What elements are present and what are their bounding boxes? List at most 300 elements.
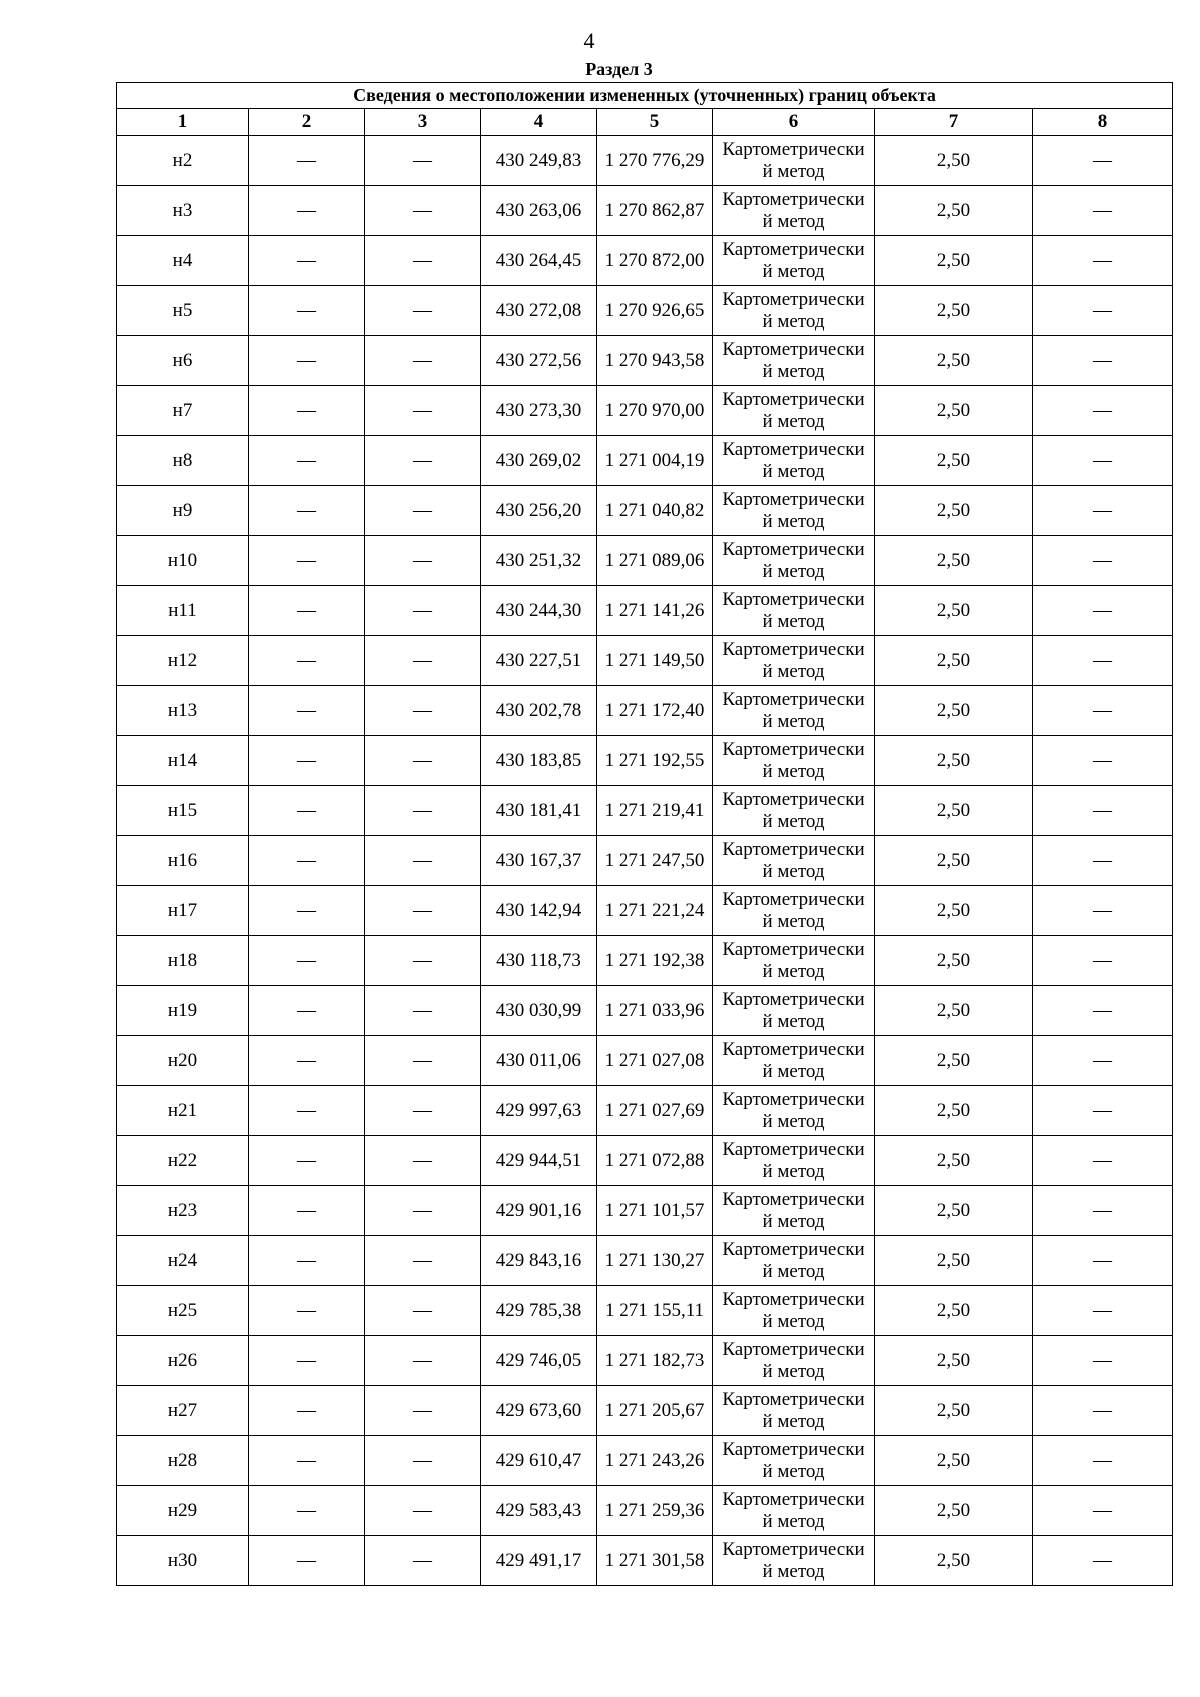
method-line-2: й метод bbox=[762, 1360, 825, 1382]
table-row bbox=[117, 1436, 1173, 1486]
y-coordinate-cell: 1 271 243,26 bbox=[597, 1436, 713, 1486]
x-coordinate-cell: 430 272,08 bbox=[481, 286, 597, 336]
method-line-2: й метод bbox=[762, 260, 825, 282]
point-name-cell: н22 bbox=[117, 1136, 249, 1186]
table-row bbox=[117, 536, 1173, 586]
table-row bbox=[117, 1136, 1173, 1186]
column-3-cell: — bbox=[365, 536, 481, 586]
column-2-cell: — bbox=[249, 936, 365, 986]
column-8-cell: — bbox=[1033, 636, 1173, 686]
table-body bbox=[117, 136, 1173, 1586]
accuracy-cell: 2,50 bbox=[875, 836, 1033, 886]
accuracy-cell: 2,50 bbox=[875, 286, 1033, 336]
table-row bbox=[117, 686, 1173, 736]
y-coordinate-cell: 1 271 089,06 bbox=[597, 536, 713, 586]
method-cell bbox=[713, 286, 875, 336]
x-coordinate-cell: 429 944,51 bbox=[481, 1136, 597, 1186]
column-8-cell: — bbox=[1033, 236, 1173, 286]
x-coordinate-cell: 430 167,37 bbox=[481, 836, 597, 886]
method-line-2: й метод bbox=[762, 1410, 825, 1432]
column-8-cell: — bbox=[1033, 186, 1173, 236]
method-line-1: Картометрически bbox=[722, 438, 865, 460]
method-line-2: й метод bbox=[762, 310, 825, 332]
column-2-cell: — bbox=[249, 1086, 365, 1136]
column-2-cell: — bbox=[249, 586, 365, 636]
method-line-1: Картометрически bbox=[722, 1388, 865, 1410]
method-line-1: Картометрически bbox=[722, 738, 865, 760]
method-cell bbox=[713, 386, 875, 436]
accuracy-cell: 2,50 bbox=[875, 236, 1033, 286]
x-coordinate-cell: 430 118,73 bbox=[481, 936, 597, 986]
accuracy-cell: 2,50 bbox=[875, 1486, 1033, 1536]
column-3-cell: — bbox=[365, 1036, 481, 1086]
column-2-cell: — bbox=[249, 136, 365, 186]
method-line-2: й метод bbox=[762, 1260, 825, 1282]
method-line-2: й метод bbox=[762, 1160, 825, 1182]
table-row bbox=[117, 636, 1173, 686]
x-coordinate-cell: 429 673,60 bbox=[481, 1386, 597, 1436]
column-3-cell: — bbox=[365, 1236, 481, 1286]
accuracy-cell: 2,50 bbox=[875, 186, 1033, 236]
y-coordinate-cell: 1 271 004,19 bbox=[597, 436, 713, 486]
column-8-cell: — bbox=[1033, 1086, 1173, 1136]
x-coordinate-cell: 430 269,02 bbox=[481, 436, 597, 486]
column-2-cell: — bbox=[249, 236, 365, 286]
method-line-1: Картометрически bbox=[722, 588, 865, 610]
column-8-cell: — bbox=[1033, 1236, 1173, 1286]
column-8-cell: — bbox=[1033, 836, 1173, 886]
table-row bbox=[117, 936, 1173, 986]
method-cell bbox=[713, 436, 875, 486]
method-line-1: Картометрически bbox=[722, 1088, 865, 1110]
x-coordinate-cell: 430 264,45 bbox=[481, 236, 597, 286]
method-line-1: Картометрически bbox=[722, 238, 865, 260]
point-name-cell: н23 bbox=[117, 1186, 249, 1236]
table-row bbox=[117, 986, 1173, 1036]
point-name-cell: н27 bbox=[117, 1386, 249, 1436]
column-8-cell: — bbox=[1033, 986, 1173, 1036]
accuracy-cell: 2,50 bbox=[875, 1386, 1033, 1436]
column-2-cell: — bbox=[249, 1236, 365, 1286]
column-8-cell: — bbox=[1033, 686, 1173, 736]
column-number: 4 bbox=[481, 109, 597, 136]
accuracy-cell: 2,50 bbox=[875, 586, 1033, 636]
column-2-cell: — bbox=[249, 436, 365, 486]
column-3-cell: — bbox=[365, 186, 481, 236]
accuracy-cell: 2,50 bbox=[875, 1536, 1033, 1586]
column-2-cell: — bbox=[249, 486, 365, 536]
column-3-cell: — bbox=[365, 786, 481, 836]
method-line-2: й метод bbox=[762, 910, 825, 932]
accuracy-cell: 2,50 bbox=[875, 1036, 1033, 1086]
method-line-2: й метод bbox=[762, 960, 825, 982]
accuracy-cell: 2,50 bbox=[875, 1336, 1033, 1386]
method-cell bbox=[713, 1336, 875, 1386]
method-cell bbox=[713, 486, 875, 536]
column-8-cell: — bbox=[1033, 1536, 1173, 1586]
method-cell bbox=[713, 1236, 875, 1286]
point-name-cell: н30 bbox=[117, 1536, 249, 1586]
point-name-cell: н10 bbox=[117, 536, 249, 586]
x-coordinate-cell: 430 202,78 bbox=[481, 686, 597, 736]
column-3-cell: — bbox=[365, 1436, 481, 1486]
x-coordinate-cell: 430 030,99 bbox=[481, 986, 597, 1036]
method-cell bbox=[713, 586, 875, 636]
column-3-cell: — bbox=[365, 436, 481, 486]
method-cell bbox=[713, 136, 875, 186]
column-number: 3 bbox=[365, 109, 481, 136]
point-name-cell: н20 bbox=[117, 1036, 249, 1086]
method-line-2: й метод bbox=[762, 610, 825, 632]
y-coordinate-cell: 1 271 192,38 bbox=[597, 936, 713, 986]
table-row bbox=[117, 286, 1173, 336]
method-line-1: Картометрически bbox=[722, 888, 865, 910]
y-coordinate-cell: 1 270 970,00 bbox=[597, 386, 713, 436]
column-3-cell: — bbox=[365, 1186, 481, 1236]
column-8-cell: — bbox=[1033, 586, 1173, 636]
x-coordinate-cell: 429 491,17 bbox=[481, 1536, 597, 1586]
table-row bbox=[117, 836, 1173, 886]
method-line-2: й метод bbox=[762, 1460, 825, 1482]
method-line-1: Картометрически bbox=[722, 1238, 865, 1260]
method-cell bbox=[713, 786, 875, 836]
method-line-1: Картометрически bbox=[722, 638, 865, 660]
point-name-cell: н2 bbox=[117, 136, 249, 186]
point-name-cell: н25 bbox=[117, 1286, 249, 1336]
column-8-cell: — bbox=[1033, 386, 1173, 436]
accuracy-cell: 2,50 bbox=[875, 486, 1033, 536]
method-line-2: й метод bbox=[762, 210, 825, 232]
method-cell bbox=[713, 236, 875, 286]
column-3-cell: — bbox=[365, 1086, 481, 1136]
method-line-2: й метод bbox=[762, 1510, 825, 1532]
column-8-cell: — bbox=[1033, 1386, 1173, 1436]
column-3-cell: — bbox=[365, 136, 481, 186]
column-2-cell: — bbox=[249, 1136, 365, 1186]
method-line-1: Картометрически bbox=[722, 1538, 865, 1560]
column-2-cell: — bbox=[249, 1536, 365, 1586]
method-line-1: Картометрически bbox=[722, 1038, 865, 1060]
table-row bbox=[117, 886, 1173, 936]
y-coordinate-cell: 1 271 027,69 bbox=[597, 1086, 713, 1136]
table-row bbox=[117, 186, 1173, 236]
point-name-cell: н3 bbox=[117, 186, 249, 236]
column-number-row bbox=[117, 109, 1173, 136]
method-cell bbox=[713, 1136, 875, 1186]
table-row bbox=[117, 1286, 1173, 1336]
accuracy-cell: 2,50 bbox=[875, 1136, 1033, 1186]
method-cell bbox=[713, 1386, 875, 1436]
table-row bbox=[117, 436, 1173, 486]
y-coordinate-cell: 1 271 101,57 bbox=[597, 1186, 713, 1236]
column-8-cell: — bbox=[1033, 1136, 1173, 1186]
x-coordinate-cell: 429 583,43 bbox=[481, 1486, 597, 1536]
column-2-cell: — bbox=[249, 286, 365, 336]
column-2-cell: — bbox=[249, 1036, 365, 1086]
method-line-1: Картометрически bbox=[722, 1188, 865, 1210]
accuracy-cell: 2,50 bbox=[875, 536, 1033, 586]
column-8-cell: — bbox=[1033, 336, 1173, 386]
method-line-1: Картометрически bbox=[722, 188, 865, 210]
point-name-cell: н28 bbox=[117, 1436, 249, 1486]
method-line-2: й метод bbox=[762, 710, 825, 732]
column-2-cell: — bbox=[249, 636, 365, 686]
accuracy-cell: 2,50 bbox=[875, 436, 1033, 486]
column-8-cell: — bbox=[1033, 1286, 1173, 1336]
method-cell bbox=[713, 686, 875, 736]
point-name-cell: н26 bbox=[117, 1336, 249, 1386]
column-8-cell: — bbox=[1033, 1036, 1173, 1086]
column-8-cell: — bbox=[1033, 1336, 1173, 1386]
method-cell bbox=[713, 186, 875, 236]
column-3-cell: — bbox=[365, 886, 481, 936]
x-coordinate-cell: 430 142,94 bbox=[481, 886, 597, 936]
column-2-cell: — bbox=[249, 186, 365, 236]
point-name-cell: н19 bbox=[117, 986, 249, 1036]
column-3-cell: — bbox=[365, 686, 481, 736]
y-coordinate-cell: 1 271 027,08 bbox=[597, 1036, 713, 1086]
method-line-1: Картометрически bbox=[722, 788, 865, 810]
method-line-2: й метод bbox=[762, 1310, 825, 1332]
method-cell bbox=[713, 1036, 875, 1086]
method-cell bbox=[713, 1436, 875, 1486]
method-cell bbox=[713, 636, 875, 686]
column-number: 2 bbox=[249, 109, 365, 136]
x-coordinate-cell: 429 843,16 bbox=[481, 1236, 597, 1286]
table-row bbox=[117, 586, 1173, 636]
x-coordinate-cell: 430 272,56 bbox=[481, 336, 597, 386]
method-line-2: й метод bbox=[762, 160, 825, 182]
method-line-1: Картометрически bbox=[722, 688, 865, 710]
method-line-2: й метод bbox=[762, 410, 825, 432]
y-coordinate-cell: 1 271 259,36 bbox=[597, 1486, 713, 1536]
column-3-cell: — bbox=[365, 1136, 481, 1186]
column-number: 1 bbox=[117, 109, 249, 136]
x-coordinate-cell: 430 183,85 bbox=[481, 736, 597, 786]
method-line-1: Картометрически bbox=[722, 338, 865, 360]
column-8-cell: — bbox=[1033, 436, 1173, 486]
table-row bbox=[117, 386, 1173, 436]
column-8-cell: — bbox=[1033, 536, 1173, 586]
table-row bbox=[117, 786, 1173, 836]
x-coordinate-cell: 429 746,05 bbox=[481, 1336, 597, 1386]
x-coordinate-cell: 430 256,20 bbox=[481, 486, 597, 536]
table-caption: Сведения о местоположении измененных (уточненных) границ объекта bbox=[117, 83, 1173, 109]
point-name-cell: н16 bbox=[117, 836, 249, 886]
point-name-cell: н11 bbox=[117, 586, 249, 636]
column-2-cell: — bbox=[249, 736, 365, 786]
method-line-2: й метод bbox=[762, 460, 825, 482]
point-name-cell: н8 bbox=[117, 436, 249, 486]
method-line-1: Картометрически bbox=[722, 138, 865, 160]
point-name-cell: н5 bbox=[117, 286, 249, 336]
table-row bbox=[117, 236, 1173, 286]
column-2-cell: — bbox=[249, 1286, 365, 1336]
y-coordinate-cell: 1 271 205,67 bbox=[597, 1386, 713, 1436]
column-3-cell: — bbox=[365, 636, 481, 686]
table-row bbox=[117, 1386, 1173, 1436]
x-coordinate-cell: 430 251,32 bbox=[481, 536, 597, 586]
method-line-1: Картометрически bbox=[722, 538, 865, 560]
y-coordinate-cell: 1 271 301,58 bbox=[597, 1536, 713, 1586]
point-name-cell: н14 bbox=[117, 736, 249, 786]
point-name-cell: н15 bbox=[117, 786, 249, 836]
table-row bbox=[117, 1086, 1173, 1136]
column-8-cell: — bbox=[1033, 136, 1173, 186]
method-line-2: й метод bbox=[762, 1110, 825, 1132]
point-name-cell: н21 bbox=[117, 1086, 249, 1136]
column-3-cell: — bbox=[365, 236, 481, 286]
column-2-cell: — bbox=[249, 1436, 365, 1486]
column-3-cell: — bbox=[365, 1536, 481, 1586]
column-number: 8 bbox=[1033, 109, 1173, 136]
table-row bbox=[117, 1186, 1173, 1236]
point-name-cell: н18 bbox=[117, 936, 249, 986]
coordinates-table bbox=[116, 82, 1173, 1586]
y-coordinate-cell: 1 271 192,55 bbox=[597, 736, 713, 786]
column-3-cell: — bbox=[365, 1286, 481, 1336]
method-cell bbox=[713, 986, 875, 1036]
column-8-cell: — bbox=[1033, 286, 1173, 336]
column-3-cell: — bbox=[365, 1486, 481, 1536]
point-name-cell: н24 bbox=[117, 1236, 249, 1286]
column-2-cell: — bbox=[249, 1336, 365, 1386]
point-name-cell: н7 bbox=[117, 386, 249, 436]
y-coordinate-cell: 1 270 926,65 bbox=[597, 286, 713, 336]
point-name-cell: н17 bbox=[117, 886, 249, 936]
column-number: 6 bbox=[713, 109, 875, 136]
x-coordinate-cell: 430 263,06 bbox=[481, 186, 597, 236]
table-row bbox=[117, 1236, 1173, 1286]
y-coordinate-cell: 1 271 172,40 bbox=[597, 686, 713, 736]
method-line-1: Картометрически bbox=[722, 1438, 865, 1460]
method-line-2: й метод bbox=[762, 560, 825, 582]
point-name-cell: н13 bbox=[117, 686, 249, 736]
accuracy-cell: 2,50 bbox=[875, 1436, 1033, 1486]
column-8-cell: — bbox=[1033, 1436, 1173, 1486]
method-line-1: Картометрически bbox=[722, 988, 865, 1010]
point-name-cell: н6 bbox=[117, 336, 249, 386]
table-row bbox=[117, 336, 1173, 386]
table-row bbox=[117, 1486, 1173, 1536]
y-coordinate-cell: 1 271 247,50 bbox=[597, 836, 713, 886]
column-3-cell: — bbox=[365, 736, 481, 786]
method-line-1: Картометрически bbox=[722, 288, 865, 310]
column-2-cell: — bbox=[249, 986, 365, 1036]
section-title: Раздел 3 bbox=[585, 59, 653, 79]
method-cell bbox=[713, 936, 875, 986]
y-coordinate-cell: 1 271 155,11 bbox=[597, 1286, 713, 1336]
method-cell bbox=[713, 336, 875, 386]
accuracy-cell: 2,50 bbox=[875, 386, 1033, 436]
column-3-cell: — bbox=[365, 936, 481, 986]
accuracy-cell: 2,50 bbox=[875, 936, 1033, 986]
column-8-cell: — bbox=[1033, 736, 1173, 786]
method-cell bbox=[713, 886, 875, 936]
page-number: 4 bbox=[583, 28, 595, 53]
point-name-cell: н12 bbox=[117, 636, 249, 686]
method-line-1: Картометрически bbox=[722, 1338, 865, 1360]
accuracy-cell: 2,50 bbox=[875, 886, 1033, 936]
y-coordinate-cell: 1 271 219,41 bbox=[597, 786, 713, 836]
y-coordinate-cell: 1 271 040,82 bbox=[597, 486, 713, 536]
method-line-2: й метод bbox=[762, 660, 825, 682]
column-3-cell: — bbox=[365, 586, 481, 636]
method-cell bbox=[713, 1286, 875, 1336]
y-coordinate-cell: 1 270 862,87 bbox=[597, 186, 713, 236]
x-coordinate-cell: 430 011,06 bbox=[481, 1036, 597, 1086]
accuracy-cell: 2,50 bbox=[875, 336, 1033, 386]
method-line-2: й метод bbox=[762, 1210, 825, 1232]
method-line-2: й метод bbox=[762, 360, 825, 382]
method-line-2: й метод bbox=[762, 1010, 825, 1032]
column-3-cell: — bbox=[365, 1336, 481, 1386]
x-coordinate-cell: 429 901,16 bbox=[481, 1186, 597, 1236]
method-line-1: Картометрически bbox=[722, 1488, 865, 1510]
point-name-cell: н29 bbox=[117, 1486, 249, 1536]
method-cell bbox=[713, 536, 875, 586]
method-line-1: Картометрически bbox=[722, 1288, 865, 1310]
method-line-2: й метод bbox=[762, 1560, 825, 1582]
method-line-1: Картометрически bbox=[722, 838, 865, 860]
y-coordinate-cell: 1 270 776,29 bbox=[597, 136, 713, 186]
accuracy-cell: 2,50 bbox=[875, 686, 1033, 736]
table-row bbox=[117, 1336, 1173, 1386]
accuracy-cell: 2,50 bbox=[875, 1086, 1033, 1136]
method-cell bbox=[713, 1536, 875, 1586]
method-cell bbox=[713, 736, 875, 786]
column-3-cell: — bbox=[365, 286, 481, 336]
column-number: 7 bbox=[875, 109, 1033, 136]
y-coordinate-cell: 1 271 182,73 bbox=[597, 1336, 713, 1386]
method-cell bbox=[713, 1086, 875, 1136]
y-coordinate-cell: 1 271 149,50 bbox=[597, 636, 713, 686]
column-8-cell: — bbox=[1033, 886, 1173, 936]
column-8-cell: — bbox=[1033, 1186, 1173, 1236]
point-name-cell: н9 bbox=[117, 486, 249, 536]
column-8-cell: — bbox=[1033, 936, 1173, 986]
method-line-2: й метод bbox=[762, 1060, 825, 1082]
x-coordinate-cell: 429 785,38 bbox=[481, 1286, 597, 1336]
accuracy-cell: 2,50 bbox=[875, 136, 1033, 186]
method-cell bbox=[713, 1486, 875, 1536]
column-3-cell: — bbox=[365, 336, 481, 386]
method-line-2: й метод bbox=[762, 760, 825, 782]
point-name-cell: н4 bbox=[117, 236, 249, 286]
method-line-1: Картометрически bbox=[722, 1138, 865, 1160]
y-coordinate-cell: 1 270 943,58 bbox=[597, 336, 713, 386]
x-coordinate-cell: 429 610,47 bbox=[481, 1436, 597, 1486]
method-line-2: й метод bbox=[762, 860, 825, 882]
y-coordinate-cell: 1 271 072,88 bbox=[597, 1136, 713, 1186]
column-2-cell: — bbox=[249, 1486, 365, 1536]
column-2-cell: — bbox=[249, 1186, 365, 1236]
x-coordinate-cell: 430 273,30 bbox=[481, 386, 597, 436]
column-2-cell: — bbox=[249, 886, 365, 936]
method-line-1: Картометрически bbox=[722, 488, 865, 510]
table-row bbox=[117, 136, 1173, 186]
y-coordinate-cell: 1 270 872,00 bbox=[597, 236, 713, 286]
accuracy-cell: 2,50 bbox=[875, 786, 1033, 836]
method-line-2: й метод bbox=[762, 510, 825, 532]
column-2-cell: — bbox=[249, 336, 365, 386]
accuracy-cell: 2,50 bbox=[875, 1286, 1033, 1336]
y-coordinate-cell: 1 271 130,27 bbox=[597, 1236, 713, 1286]
method-line-1: Картометрически bbox=[722, 938, 865, 960]
accuracy-cell: 2,50 bbox=[875, 1236, 1033, 1286]
column-3-cell: — bbox=[365, 1386, 481, 1436]
table-row bbox=[117, 1036, 1173, 1086]
